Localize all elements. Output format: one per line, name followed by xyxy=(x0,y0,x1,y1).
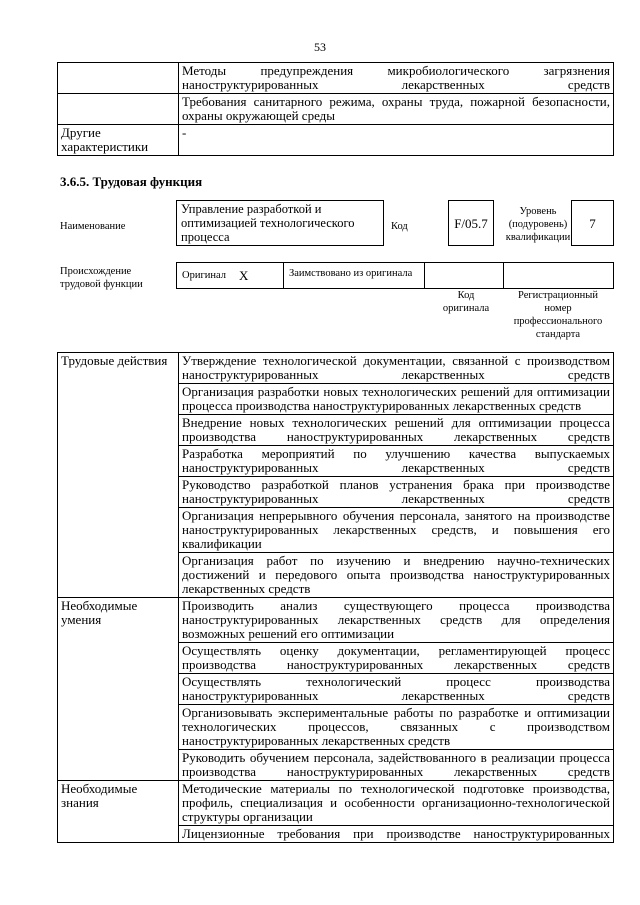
item-text: Внедрение новых технологических решений для оптимизации процесса производства наноструктурированных лекарственных средств xyxy=(179,415,614,446)
level-value: 7 xyxy=(571,200,614,246)
item-text: Производить анализ существующего процесса производства наноструктурированных лекарственных средств для определения возможных решений его оптимизации xyxy=(179,598,614,643)
borrowed-label: Заимствовано из оригинала xyxy=(289,268,413,279)
row-text: - xyxy=(179,125,614,156)
table-row xyxy=(58,598,614,643)
main-table xyxy=(57,352,614,843)
item-text: Руководство разработкой планов устранения брака при производстве наноструктурированных лекарственных средств xyxy=(179,477,614,508)
origin-label: Происхождение трудовой функции xyxy=(60,266,143,290)
item-text: Разработка мероприятий по улучшению качества выпускаемых наноструктурированных лекарственных средств xyxy=(179,446,614,477)
item-text: Организовывать экспериментальные работы по разработке и оптимизации технологических процессов, связанных с производством наноструктурированных лекарственных средств xyxy=(179,705,614,750)
level-label: Уровень (подуровень) квалификации xyxy=(505,206,571,243)
original-cell xyxy=(176,262,284,289)
top-table xyxy=(57,62,614,156)
table-row xyxy=(58,63,614,94)
section-title: 3.6.5. Трудовая функция xyxy=(60,174,203,189)
original-label: Оригинал xyxy=(182,270,226,281)
original-mark: X xyxy=(239,268,249,283)
reg-number-caption: Регистрационный номер профессионального стандарта xyxy=(513,290,603,340)
reg-number-cell xyxy=(503,262,614,289)
row-text: Требования санитарного режима, охраны труда, пожарной безопасности, охраны окружающей среды xyxy=(179,94,614,125)
origin-code-cell xyxy=(424,262,504,289)
item-text: Организация работ по изучению и внедрению научно-технических достижений и передового опыта производства наноструктурированных лекарственных средств xyxy=(179,553,614,598)
origin-code-caption: Код оригинала xyxy=(442,290,490,314)
item-text: Организация разработки новых технологических решений для оптимизации процесса производства наноструктурированных лекарственных средств xyxy=(179,384,614,415)
code-value: F/05.7 xyxy=(448,200,494,246)
row-text: Методы предупреждения микробиологического загрязнения наноструктурированных лекарственных средств xyxy=(179,63,614,94)
item-text: Методические материалы по технологической подготовке производства, профиль, специализация и особенности организационно-технологической структуры организации xyxy=(179,781,614,826)
item-text: Лицензионные требования при производстве наноструктурированных xyxy=(179,826,614,843)
item-text: Осуществлять оценку документации, регламентирующей процесс производства наноструктурированных лекарственных средств xyxy=(179,643,614,674)
row-label xyxy=(58,63,179,94)
group-label: Необходимые умения xyxy=(58,598,179,781)
item-text: Осуществлять технологический процесс производства наноструктурированных лекарственных средств xyxy=(179,674,614,705)
group-label: Необходимые знания xyxy=(58,781,179,843)
table-row xyxy=(58,94,614,125)
name-label: Наименование xyxy=(60,221,126,232)
row-label xyxy=(58,94,179,125)
item-text: Организация непрерывного обучения персонала, занятого на производстве наноструктурированных лекарственных средств, и повышения его квалификации xyxy=(179,508,614,553)
borrowed-cell xyxy=(283,262,425,289)
table-row xyxy=(58,125,614,156)
group-label: Трудовые действия xyxy=(58,353,179,598)
item-text: Руководить обучением персонала, задействованного в реализации процесса производства наноструктурированных лекарственных средств xyxy=(179,750,614,781)
name-value: Управление разработкой и оптимизацией технологического процесса xyxy=(176,200,384,246)
row-label: Другие характеристики xyxy=(58,125,179,156)
page-number: 53 xyxy=(314,40,326,54)
code-label: Код xyxy=(391,221,408,232)
table-row xyxy=(58,353,614,384)
table-row xyxy=(58,781,614,826)
item-text: Утверждение технологической документации, связанной с производством наноструктурированных лекарственных средств xyxy=(179,353,614,384)
